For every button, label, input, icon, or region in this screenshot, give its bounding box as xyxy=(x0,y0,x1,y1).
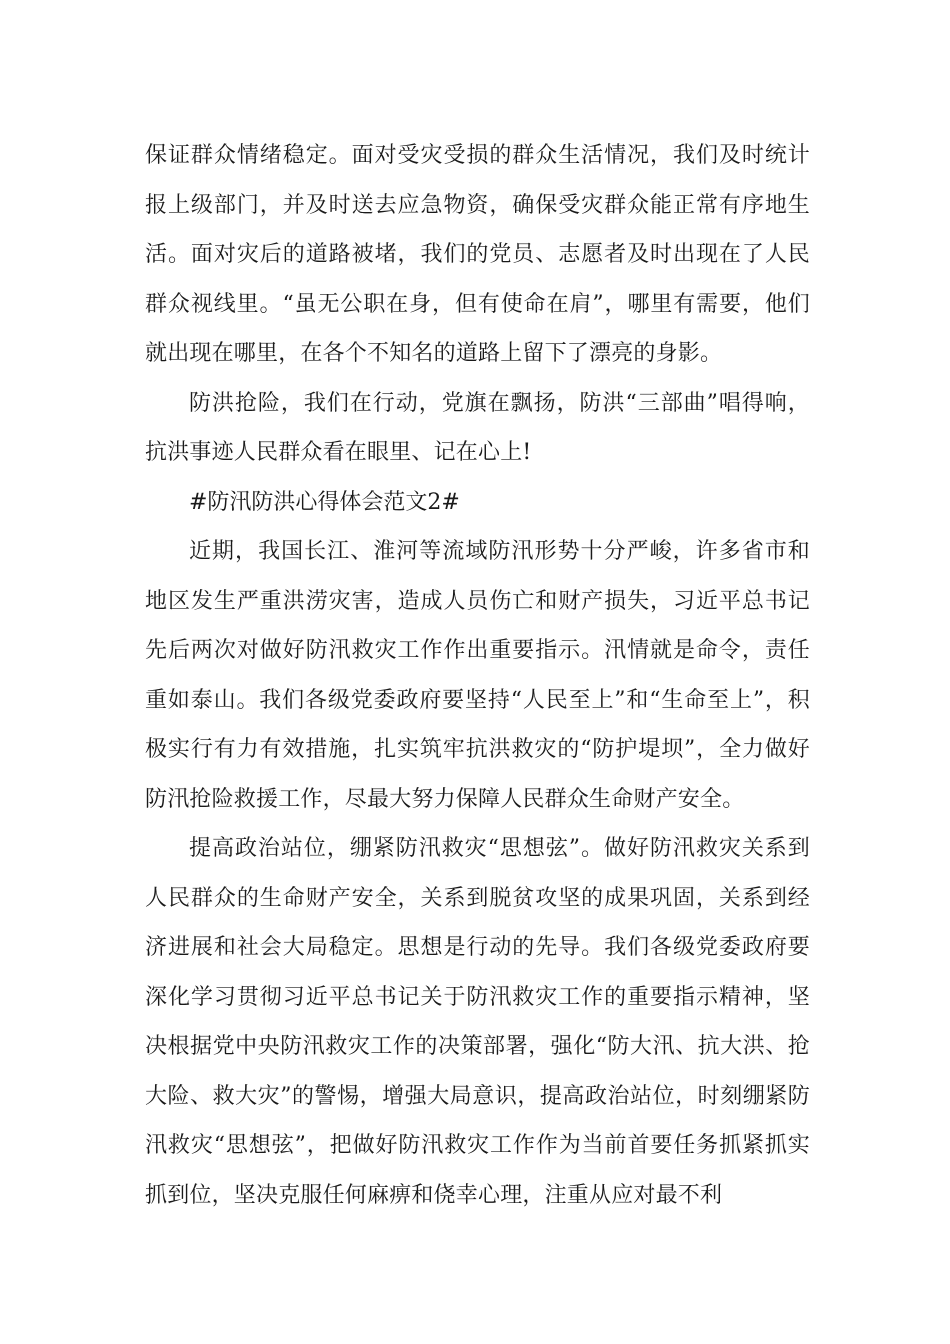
paragraph-political-stance: 提高政治站位，绷紧防汛救灾“思想弦”。做好防汛救灾关系到人民群众的生命财产安全，关系到脱贫攻坚的成果巩固，关系到经济进展和社会大局稳定。思想是行动的先导。我们各级党委政府要深化学习贯彻习近平总书记关于防汛救灾工作的重要指示精神，坚决根据党中央防汛救灾工作的决策部署，强化“防大汛、抗大洪、抢大险、救大灾”的警惕，增强大局意识，提高政治站位，时刻绷紧防汛救灾“思想弦”，把做好防汛救灾工作作为当前首要任务抓紧抓实抓到位，坚决克服任何麻痹和侥幸心理，注重从应对最不利 xyxy=(145,836,810,1208)
paragraph-continued: 保证群众情绪稳定。面对受灾受损的群众生活情况，我们及时统计报上级部门，并及时送去应急物资，确保受灾群众能正常有序地生活。面对灾后的道路被堵，我们的党员、志愿者及时出现在了人民群众视线里。“虽无公职在身，但有使命在肩”，哪里有需要，他们就出现在哪里，在各个不知名的道路上留下了漂亮的身影。 xyxy=(145,143,810,366)
document-body xyxy=(145,131,810,1220)
paragraph-flood-action: 防洪抢险，我们在行动，党旗在飘扬，防洪“三部曲”唱得响，抗洪事迹人民群众看在眼里、记在心上! xyxy=(145,390,810,465)
paragraph-recent-floods: 近期，我国长江、淮河等流域防汛形势十分严峻，许多省市和地区发生严重洪涝灾害，造成人员伤亡和财产损失，习近平总书记先后两次对做好防汛救灾工作作出重要指示。汛情就是命令，责任重如泰山。我们各级党委政府要坚持“人民至上”和“生命至上”，积极实行有力有效措施，扎实筑牢抗洪救灾的“防护堤坝”，全力做好防汛抢险救援工作，尽最大努力保障人民群众生命财产安全。 xyxy=(145,539,810,812)
section-heading: #防汛防洪心得体会范文2# xyxy=(189,489,460,515)
